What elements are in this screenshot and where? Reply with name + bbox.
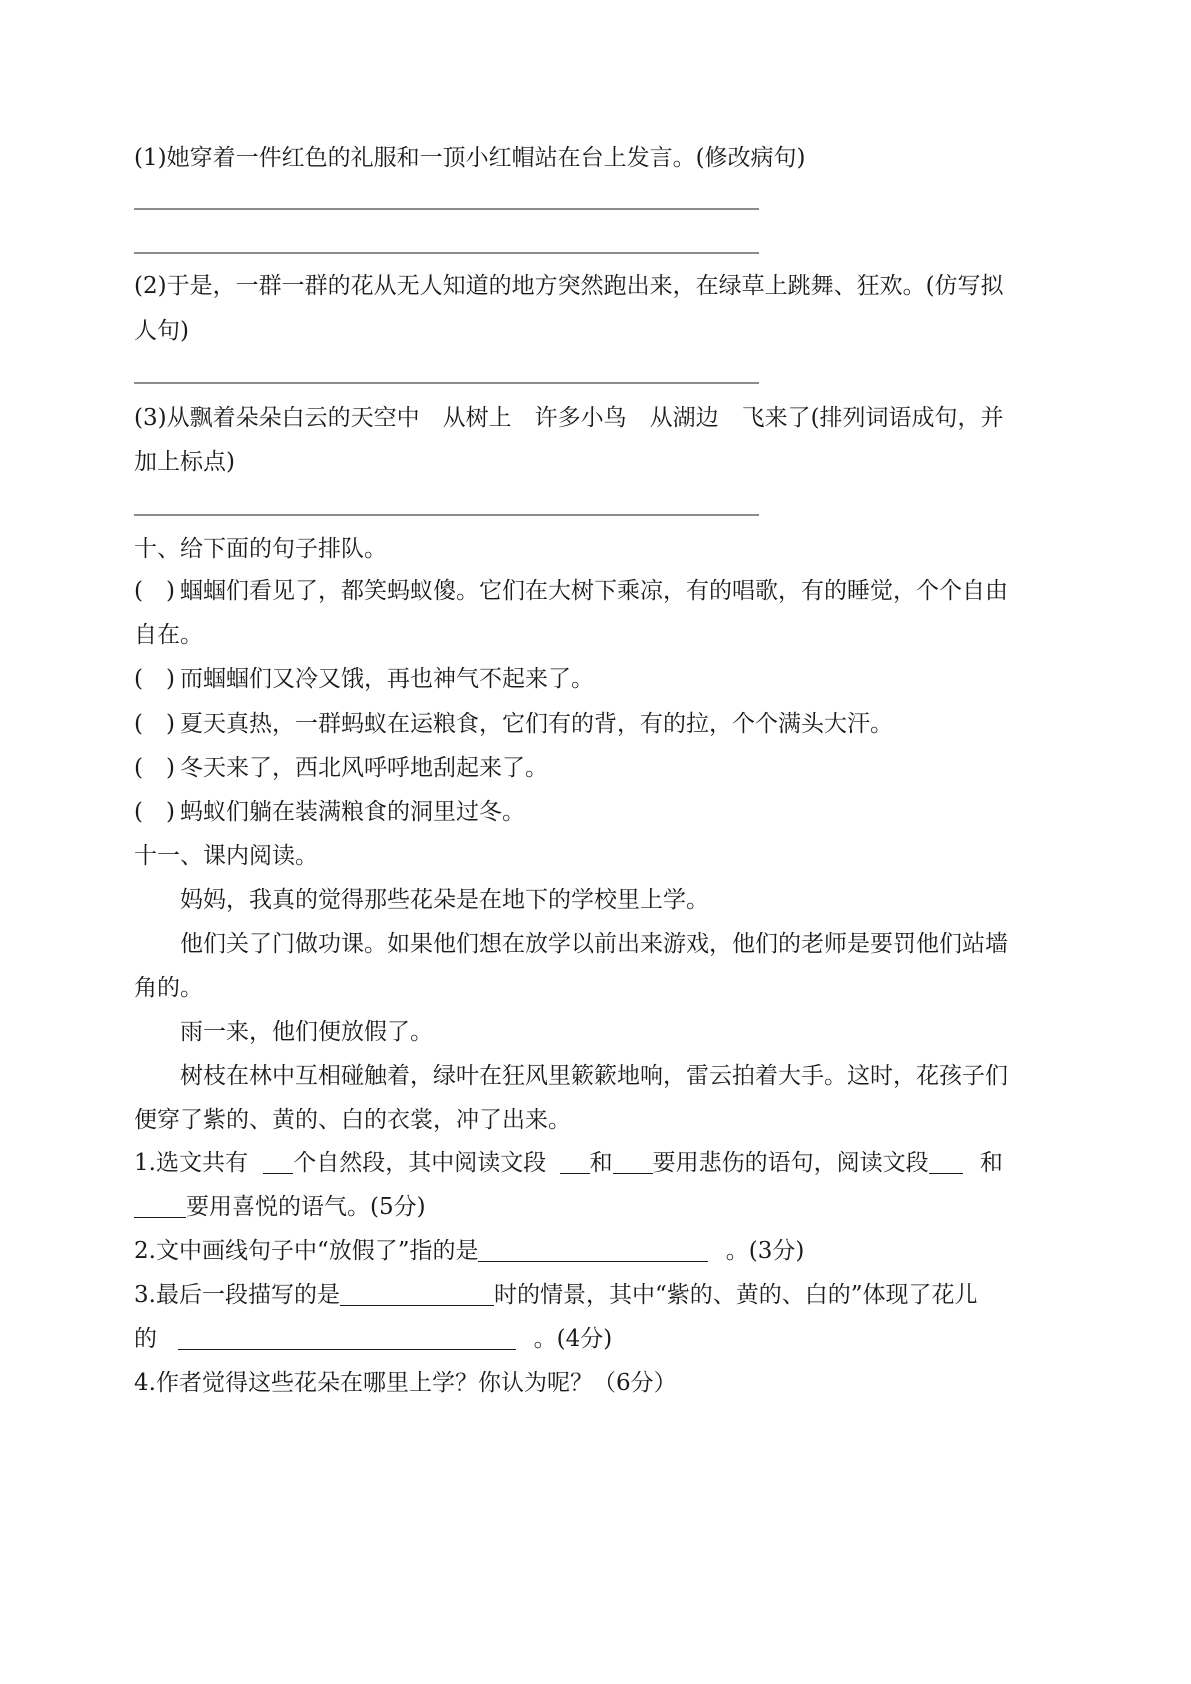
q9-item-3-line-2: 加上标点) [134, 449, 235, 475]
question-1-text-b: 个自然段，其中阅读文段 [293, 1150, 547, 1176]
question-1-text-c: 和 [589, 1150, 613, 1176]
blank-sad-section-2[interactable] [613, 1149, 653, 1174]
passage-paragraph-3: 雨一来，他们便放假了。 [180, 1019, 433, 1045]
q9-item-2-line-1: (2)于是，一群一群的花从无人知道的地方突然跑出来，在绿草上跳舞、狂欢。(仿写拟 [134, 273, 1004, 299]
answer-line[interactable] [134, 514, 759, 516]
question-4: 4.作者觉得这些花朵在哪里上学？你认为呢？（6分） [134, 1370, 677, 1396]
section-10-title: 十、给下面的句子排队。 [134, 536, 387, 562]
order-bracket-3[interactable]: ( ) [134, 711, 175, 737]
question-2-text-a: 2.文中画线句子中“放假了”指的是 [134, 1238, 479, 1264]
order-sentence-3: 夏天真热，一群蚂蚁在运粮食，它们有的背，有的拉，个个满头大汗。 [180, 711, 893, 737]
order-sentence-1-line-1: 蝈蝈们看见了，都笑蚂蚁傻。它们在大树下乘凉，有的唱歌，有的睡觉，个个自由 [180, 578, 1008, 604]
blank-happy-section-2[interactable] [134, 1193, 186, 1218]
question-1-text-d: 要用悲伤的语句，阅读文段 [652, 1150, 929, 1176]
order-sentence-4: 冬天来了，西北风呼呼地刮起来了。 [180, 755, 548, 781]
question-1-line-1 [134, 1148, 1003, 1178]
passage-paragraph-2-line-2: 角的。 [134, 975, 203, 1001]
passage-paragraph-2-line-1: 他们关了门做功课。如果他们想在放学以前出来游戏，他们的老师是要罚他们站墙 [180, 931, 1008, 957]
order-sentence-2: 而蝈蝈们又冷又饿，再也神气不起来了。 [180, 666, 594, 692]
question-1-line-2 [134, 1192, 426, 1222]
q9-item-1: (1)她穿着一件红色的礼服和一顶小红帽站在台上发言。(修改病句) [134, 145, 806, 171]
question-3-text-d: 。(4分) [533, 1326, 613, 1352]
question-1-text-f: 要用喜悦的语气。(5分) [186, 1194, 426, 1220]
answer-line[interactable] [134, 208, 759, 210]
blank-flower-feature[interactable] [178, 1325, 516, 1350]
order-bracket-5[interactable]: ( ) [134, 799, 175, 825]
question-2-text-b: 。(3分) [725, 1238, 805, 1264]
blank-happy-section-1[interactable] [929, 1149, 963, 1174]
question-2 [134, 1236, 804, 1266]
order-sentence-1-line-2: 自在。 [134, 622, 203, 648]
passage-paragraph-4-line-2: 便穿了紫的、黄的、白的衣裳，冲了出来。 [134, 1107, 571, 1133]
q9-item-2-line-2: 人句) [134, 318, 189, 344]
blank-paragraph-count[interactable] [263, 1149, 293, 1174]
question-1-text-a: 1.选文共有 [134, 1150, 248, 1176]
passage-paragraph-4-line-1: 树枝在林中互相碰触着，绿叶在狂风里簌簌地响，雷云拍着大手。这时，花孩子们 [180, 1063, 1008, 1089]
order-bracket-4[interactable]: ( ) [134, 755, 175, 781]
blank-scene-time[interactable] [340, 1281, 494, 1306]
section-11-title: 十一、课内阅读。 [134, 843, 318, 869]
question-3-text-a: 3.最后一段描写的是 [134, 1282, 340, 1308]
blank-sad-section-1[interactable] [560, 1149, 590, 1174]
answer-line[interactable] [134, 382, 759, 384]
answer-line[interactable] [134, 252, 759, 254]
order-bracket-2[interactable]: ( ) [134, 666, 175, 692]
question-1-text-e: 和 [979, 1150, 1003, 1176]
order-bracket-1[interactable]: ( ) [134, 578, 175, 604]
blank-holiday-meaning[interactable] [478, 1237, 708, 1262]
question-3-text-c: 的 [134, 1326, 157, 1352]
order-sentence-5: 蚂蚁们躺在装满粮食的洞里过冬。 [180, 799, 525, 825]
q9-item-3-line-1: (3)从飘着朵朵白云的天空中 从树上 许多小鸟 从湖边 飞来了(排列词语成句，并 [134, 405, 1004, 431]
question-3-line-2 [134, 1324, 612, 1354]
passage-paragraph-1: 妈妈，我真的觉得那些花朵是在地下的学校里上学。 [180, 887, 709, 913]
question-3-line-1 [134, 1280, 977, 1310]
question-3-text-b: 时的情景，其中“紫的、黄的、白的”体现了花儿 [493, 1282, 978, 1308]
